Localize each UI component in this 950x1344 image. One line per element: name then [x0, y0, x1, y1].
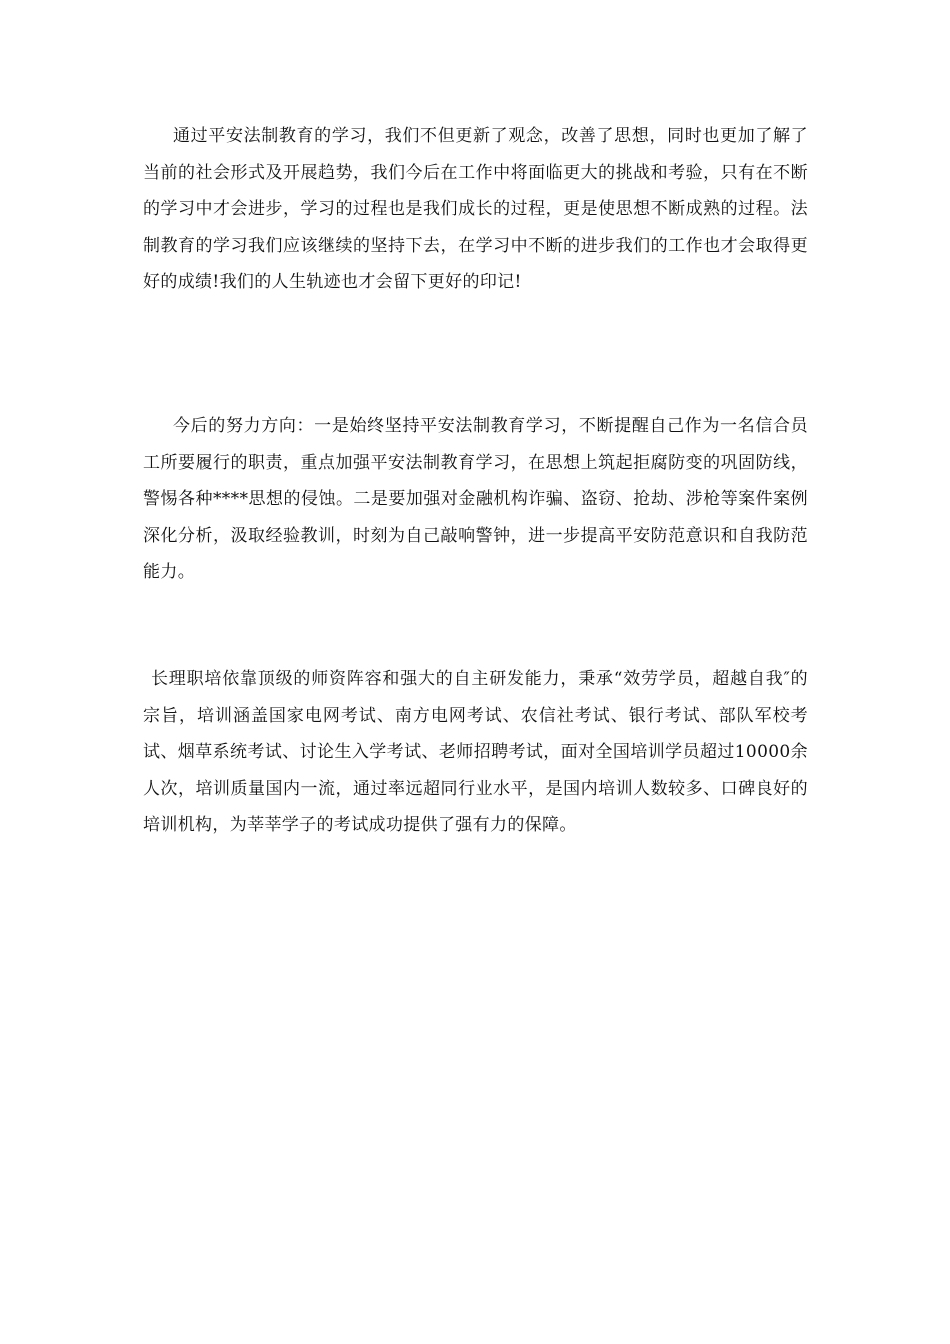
- paragraph-training-ad: 长理职培依靠顶级的师资阵容和强大的自主研发能力，秉承“效劳学员，超越自我″的宗旨，培训涵盖国家电网考试、南方电网考试、农信社考试、银行考试、部队军校考试、烟草系统考试、讨论生入学考试、老师招聘考试，面对全国培训学员超过10000余人次，培训质量国内一流，通过率远超同行业水平，是国内培训人数较多、口碑良好的培训机构，为莘莘学子的考试成功提供了强有力的保障。: [143, 669, 808, 835]
- paragraph-future-direction: 今后的努力方向：一是始终坚持平安法制教育学习，不断提醒自己作为一名信合员工所要履行的职责，重点加强平安法制教育学习，在思想上筑起拒腐防变的巩固防线，警惕各种****思想的侵蚀。二是要加强对金融机构诈骗、盗窃、抢劫、涉枪等案件案例深化分析，汲取经验教训，时刻为自己敲响警钟，进一步提高平安防范意识和自我防范能力。: [143, 416, 808, 582]
- paragraph-reflection: 通过平安法制教育的学习，我们不但更新了观念，改善了思想，同时也更加了解了当前的社会形式及开展趋势，我们今后在工作中将面临更大的挑战和考验，只有在不断的学习中才会进步，学习的过程也是我们成长的过程，更是使思想不断成熟的过程。法制教育的学习我们应该继续的坚持下去，在学习中不断的进步我们的工作也才会取得更好的成绩!我们的人生轨迹也才会留下更好的印记!: [143, 126, 808, 292]
